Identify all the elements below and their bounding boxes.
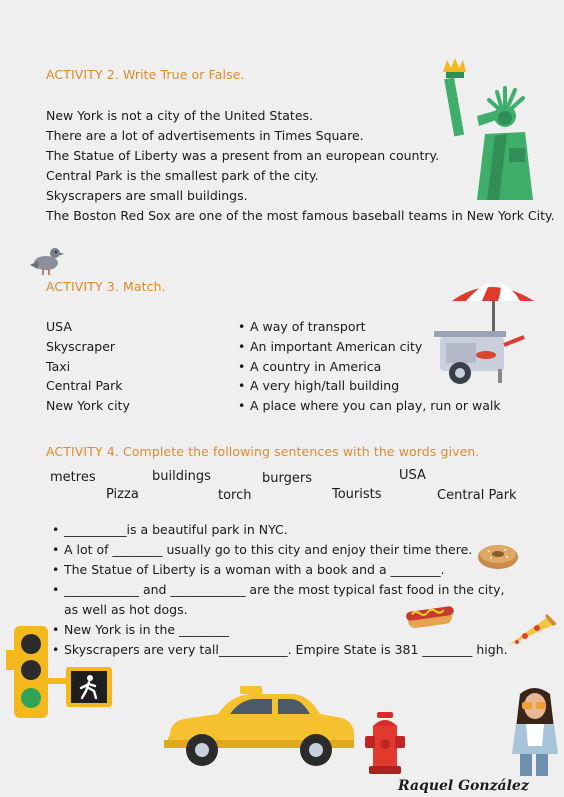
statement-2: There are a lot of advertisements in Times Square. <box>46 128 364 143</box>
word-usa: USA <box>399 468 426 483</box>
match-term-2: Skyscraper <box>46 339 116 354</box>
pigeon-icon <box>28 243 64 277</box>
hot-dog-icon <box>406 602 454 630</box>
match-def-1: • A way of transport <box>250 319 366 334</box>
match-term-5: New York city <box>46 398 130 413</box>
pedestrian-signal-icon <box>64 665 114 709</box>
activity4-heading: ACTIVITY 4. Complete the following sentences with the words given. <box>46 444 480 459</box>
taxi-icon <box>160 684 356 770</box>
sentence-5: • New York is in the ________ <box>64 622 229 637</box>
bagel-icon <box>477 541 519 571</box>
sentence-4: • ____________ and ____________ are the most typical fast food in the city, <box>64 582 505 597</box>
sentence-2: • A lot of ________ usually go to this city and enjoy their time there. <box>64 542 472 557</box>
match-term-4: Central Park <box>46 378 123 393</box>
sentence-6: • Skyscrapers are very tall___________. Empire State is 381 ________ high. <box>64 642 508 657</box>
word-central-park: Central Park <box>437 488 517 503</box>
statement-6: The Boston Red Sox are one of the most famous baseball teams in New York City. <box>46 208 555 223</box>
statue-of-liberty-icon <box>437 56 539 200</box>
match-def-3: • A country in America <box>250 359 381 374</box>
match-term-3: Taxi <box>46 359 71 374</box>
match-term-1: USA <box>46 319 72 334</box>
author-name: Raquel González <box>398 778 529 794</box>
word-burgers: burgers <box>262 471 312 486</box>
statement-3: The Statue of Liberty was a present from an european country. <box>46 148 440 163</box>
activity2-heading: ACTIVITY 2. Write True or False. <box>46 67 245 82</box>
word-torch: torch <box>218 488 252 503</box>
word-pizza: Pizza <box>106 487 139 502</box>
sentence-4-continued: as well as hot dogs. <box>64 602 188 617</box>
statement-1: New York is not a city of the United States. <box>46 108 313 123</box>
fire-hydrant-icon <box>365 712 405 774</box>
statement-4: Central Park is the smallest park of the city. <box>46 168 319 183</box>
hot-dog-cart-icon <box>428 279 538 385</box>
word-metres: metres <box>50 470 96 485</box>
statement-5: Skyscrapers are small buildings. <box>46 188 248 203</box>
match-def-4: • A very high/tall building <box>250 378 399 393</box>
sentence-3: • The Statue of Liberty is a woman with a book and a ________. <box>64 562 445 577</box>
match-def-2: • An important American city <box>250 339 422 354</box>
author-avatar <box>506 684 562 778</box>
word-buildings: buildings <box>152 469 211 484</box>
match-def-5: • A place where you can play, run or walk <box>250 398 501 413</box>
sentence-1: • __________is a beautiful park in NYC. <box>64 522 288 537</box>
activity3-heading: ACTIVITY 3. Match. <box>46 279 166 294</box>
pizza-slice-icon <box>503 612 557 652</box>
word-tourists: Tourists <box>332 487 382 502</box>
